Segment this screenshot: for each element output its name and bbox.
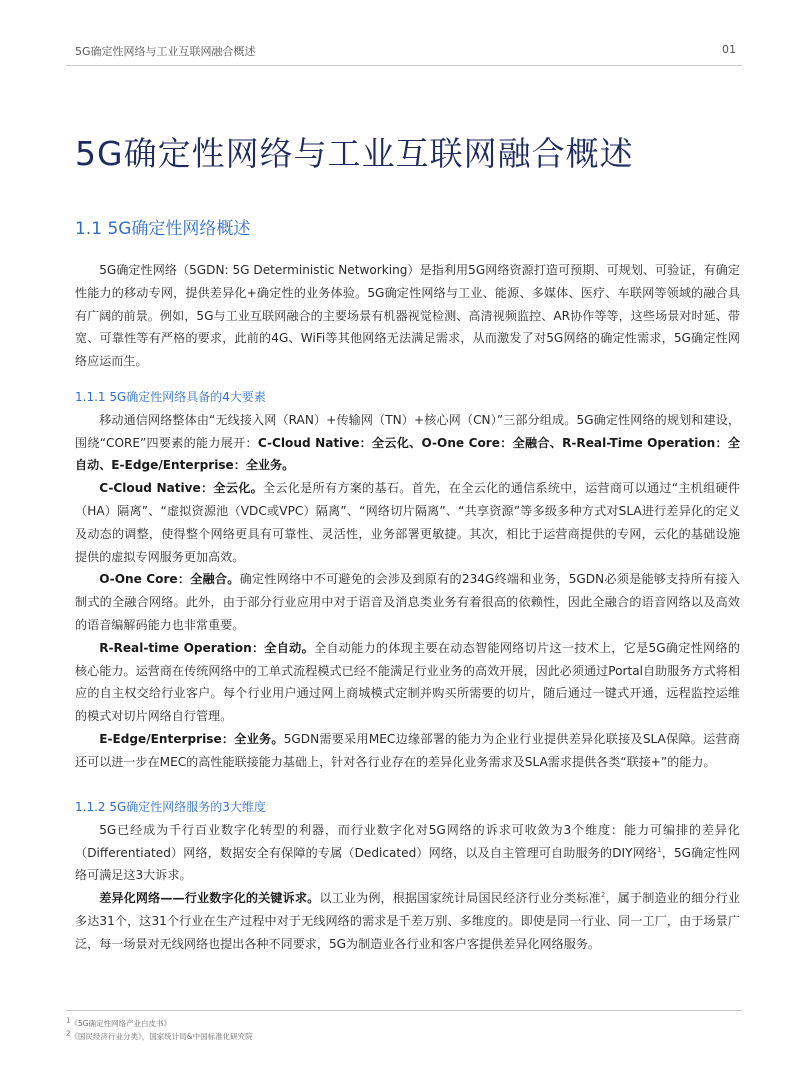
- running-title: 5G确定性网络与工业互联网融合概述: [75, 45, 256, 58]
- running-header: [0, 0, 800, 70]
- cloud-native-paragraph: [75, 477, 740, 568]
- section-1-1-1-body: [75, 386, 740, 774]
- footnote-ref-1: 1: [657, 845, 662, 854]
- edge-enterprise-text: 5GDN需要采用MEC边缘部署的能力为企业行业提供差异化联接及SLA保障。运营商还可以进一步在MEC的高性能联接能力基础上，针对各行业存在的差异化业务需求及SLA需求提供各类“联接+”的能力。: [75, 731, 740, 769]
- differentiated-text-b: ，属于制造业的细分行业多达31个，这31个行业在生产过程中对于无线网络的需求是千差万别、多维度的。即使是同一行业、同一工厂，由于场景广泛，每一场景对无线网络也提出各种不同要求，5G为制造业各行业和客户客提供差异化网络服务。: [75, 891, 740, 951]
- footnote-2-number: 2: [66, 1029, 71, 1038]
- edge-enterprise-paragraph: [75, 728, 740, 774]
- footnote-1: [66, 1017, 742, 1030]
- header-divider: [66, 65, 742, 66]
- footnote-1-number: 1: [66, 1016, 71, 1025]
- footnote-2-text: 《国民经济行业分类》，国家统计局&中国标准化研究院: [70, 1032, 253, 1041]
- edge-enterprise-term: E-Edge/Enterprise：全业务。: [99, 731, 284, 746]
- subsection-heading-1-1-1: 1.1.1 5G确定性网络具备的4大要素: [75, 390, 266, 404]
- dimensions-paragraph: [75, 819, 740, 887]
- real-time-text: 全自动能力的体现主要在动态智能网络切片这一技术上，它是5G确定性网络的核心能力。运营商在传统网络中的工单式流程模式已经不能满足行业业务的高效开展，因此必须通过Portal自助服务方式将相应的自主权交给行业客户。每个行业用户通过网上商城模式定制并购买所需要的切片，随后通过一键式开通，远程监控运维的模式对切片网络自行管理。: [75, 640, 740, 724]
- core-intro-bold: C-Cloud Native：全云化、O-One Core：全融合、R-Real-Time Operation：全自动、E-Edge/Enterprise：全业务。: [75, 435, 740, 473]
- one-core-text: 确定性网络中不可避免的会涉及到原有的234G终端和业务，5GDN必须是能够支持所有接入制式的全融合网络。此外，由于部分行业应用中对于语音及消息类业务有着很高的依赖性，因此全融合的语音网络以及高效的语音编解码能力也非常重要。: [75, 572, 740, 632]
- page-title: 5G确定性网络与工业互联网融合概述: [75, 134, 634, 173]
- footnote-1-text: 《5G确定性网络产业白皮书》: [70, 1019, 172, 1028]
- differentiated-network-term: 差异化网络——行业数字化的关键诉求。: [99, 891, 320, 906]
- one-core-term: O-One Core：全融合。: [99, 572, 240, 587]
- dimensions-text-b: ，5G确定性网络可满足这3大诉求。: [75, 845, 740, 883]
- differentiated-text-a: 以工业为例，根据国家统计局国民经济行业分类标准: [319, 891, 601, 906]
- section-1-1-body: [75, 259, 740, 373]
- cloud-native-text: 全云化是所有方案的基石。首先，在全云化的通信系统中，运营商可以通过“主机组硬件（HA）隔离”、“虚拟资源池（VDC或VPC）隔离”、“网络切片隔离”、“共享资源”等多级多种方式对SLA进行差异化的定义及动态的调整，使得整个网络更具有可靠性、灵活性，业务部署更敏捷。其次，相比于运营商提供的专网，云化的基础设施提供的虚拟专网服务更加高效。: [75, 481, 740, 564]
- footnote-ref-2: 2: [600, 891, 606, 900]
- page-number: 01: [722, 43, 736, 56]
- differentiated-network-paragraph: [75, 887, 740, 955]
- core-intro-paragraph: [75, 409, 740, 477]
- dimensions-text-a: 5G已经成为千行百业数字化转型的利器，而行业数字化对5G网络的诉求可收敛为3个维度：能力可编排的差异化（Differentiated）网络，数据安全有保障的专属（Dedicated）网络，以及自主管理可自助服务的DIY网络: [75, 822, 740, 860]
- section-1-1-paragraph: 5G确定性网络（5GDN: 5G Deterministic Networking）是指利用5G网络资源打造可预期、可规划、可验证，有确定性能力的移动专网，提供差异化+确定性的业务体验。5G确定性网络与工业、能源、多媒体、医疗、车联网等领域的融合具有广阔的前景。例如，5G与工业互联网融合的主要场景有机器视觉检测、高清视频监控、AR协作等等，这些场景对时延、带宽、可靠性等有严格的要求，此前的4G、WiFi等其他网络无法满足需求，从而激发了对5G网络的确定性需求，5G确定性网络应运而生。: [75, 263, 740, 369]
- cloud-native-term: C-Cloud Native：全云化。: [99, 481, 263, 496]
- core-intro-text: 移动通信网络整体由“无线接入网（RAN）+传输网（TN）+核心网（CN）”三部分组成。5G确定性网络的规划和建设，围绕“CORE”四要素的能力展开：: [75, 412, 740, 450]
- footnote-2: [66, 1030, 742, 1043]
- footnotes: [66, 1010, 742, 1043]
- section-heading-1-1: 1.1 5G确定性网络概述: [75, 219, 251, 239]
- real-time-paragraph: [75, 637, 740, 728]
- subsection-heading-1-1-2: 1.1.2 5G确定性网络服务的3大维度: [75, 800, 266, 814]
- section-1-1-2-body: [75, 796, 740, 956]
- real-time-term: R-Real-time Operation：全自动。: [99, 640, 314, 655]
- one-core-paragraph: [75, 568, 740, 636]
